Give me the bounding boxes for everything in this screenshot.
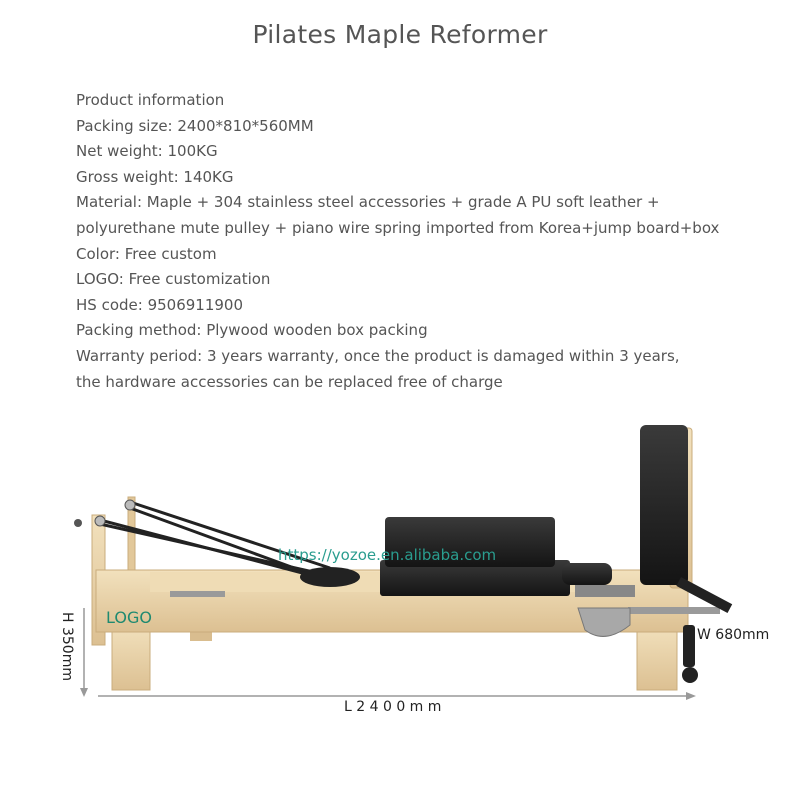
pulley xyxy=(74,519,82,527)
info-line: polyurethane mute pulley + piano wire spring imported from Korea+jump board+box xyxy=(76,218,720,237)
info-line: Material: Maple + 304 stainless steel accessories + grade A PU soft leather + xyxy=(76,193,660,212)
reformer-illustration xyxy=(0,395,800,725)
pulley xyxy=(95,516,105,526)
logo-label: LOGO xyxy=(106,608,152,627)
info-line: Net weight: 100KG xyxy=(76,142,218,161)
watermark: https://yozoe.en.alibaba.com xyxy=(278,546,497,564)
info-line: LOGO: Free customization xyxy=(76,270,271,289)
shoulder-pad xyxy=(562,563,612,585)
info-line: Product information xyxy=(76,91,225,109)
leg-back xyxy=(637,625,677,690)
backboard-pad xyxy=(640,425,688,585)
rail-bar xyxy=(628,607,720,614)
info-line: Warranty period: 3 years warranty, once the product is damaged within 3 years, xyxy=(76,346,680,365)
length-label: L 2 4 0 0 m m xyxy=(344,699,442,715)
spring-bar xyxy=(170,591,225,597)
info-line: Packing method: Plywood wooden box packing xyxy=(76,321,428,340)
height-label: H 350mm xyxy=(59,612,75,681)
width-label: W 680mm xyxy=(697,627,770,643)
info-line: the hardware accessories can be replaced free of charge xyxy=(76,372,503,391)
page-title: Pilates Maple Reformer xyxy=(252,20,548,49)
length-arrow xyxy=(686,692,696,700)
wheel xyxy=(682,667,698,683)
height-arrow xyxy=(80,688,88,697)
handles xyxy=(300,567,360,587)
info-line: HS code: 9506911900 xyxy=(76,295,243,314)
info-line: Color: Free custom xyxy=(76,244,217,263)
wheel-bracket xyxy=(683,625,695,667)
carriage-plate xyxy=(575,585,635,597)
product-info xyxy=(76,88,776,395)
leg-front xyxy=(112,625,150,690)
info-line: Gross weight: 140KG xyxy=(76,167,234,186)
info-line: Packing size: 2400*810*560MM xyxy=(76,116,314,135)
pulley xyxy=(125,500,135,510)
